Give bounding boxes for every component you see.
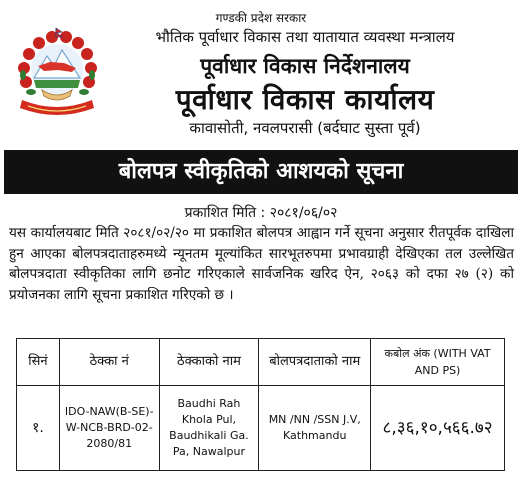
table-header-row [17, 339, 505, 386]
column-header-contract-no: ठेक्का नं [59, 339, 159, 386]
cell-contract-name: Baudhi Rah Khola Pul, Baudhikali Ga. Pa, Nawalpur [159, 386, 259, 471]
notice-body: यस कार्यालयबाट मिति २०८१/०२/२० मा प्रकाशित बोलपत्र आह्वान गर्ने सूचना अनुसार रीतपूर्वक दाखिला हुन आएका बोलपत्रदाताहरुमध्ये न्यूनतम मूल्यांकित सारभूतरुपमा प्रभावग्राही देखिएका तल उल्लेखित बोलपत्रदाता स्वीकृतिका लागि छनोट गरिएकाले सार्वजनिक खरिद ऐन, २०६३ को दफा २७ (२) को प्रयोजनका लागि सूचना प्रकाशित गरिएको छ । [9, 225, 514, 303]
cell-bidder: MN /NN /SSN J.V, Kathmandu [259, 386, 371, 471]
column-header-bidder: बोलपत्रदाताको नाम [259, 339, 371, 386]
column-header-sn: सिनं [17, 339, 60, 386]
nepal-emblem-icon [14, 26, 100, 122]
cell-sn: १. [17, 386, 60, 471]
notice-title-banner: बोलपत्र स्वीकृतिको आशयको सूचना [4, 150, 518, 194]
column-header-contract-name: ठेक्काको नाम [159, 339, 259, 386]
table-row [17, 386, 505, 471]
directorate-name: पूर्वाधार विकास निर्देशनालय [200, 54, 410, 78]
office-name: पूर्वाधार विकास कार्यालय [175, 83, 435, 116]
ministry-name: भौतिक पूर्वाधार विकास तथा यातायात व्यवस्था मन्त्रालय [155, 28, 455, 46]
cell-amount: ८,३६,१०,५६६.७२ [371, 386, 505, 471]
contract-table [16, 338, 505, 471]
cell-contract-no: IDO-NAW(B-SE)-W-NCB-BRD-02-2080/81 [59, 386, 159, 471]
column-header-amount: कबोल अंक (WITH VAT AND PS) [371, 339, 505, 386]
office-address: कावासोती, नवलपरासी (बर्दघाट सुस्ता पूर्व) [189, 119, 421, 137]
published-date: प्रकाशित मिति : २०८१/०६/०२ [184, 205, 338, 221]
province-name: गण्डकी प्रदेश सरकार [215, 11, 307, 25]
